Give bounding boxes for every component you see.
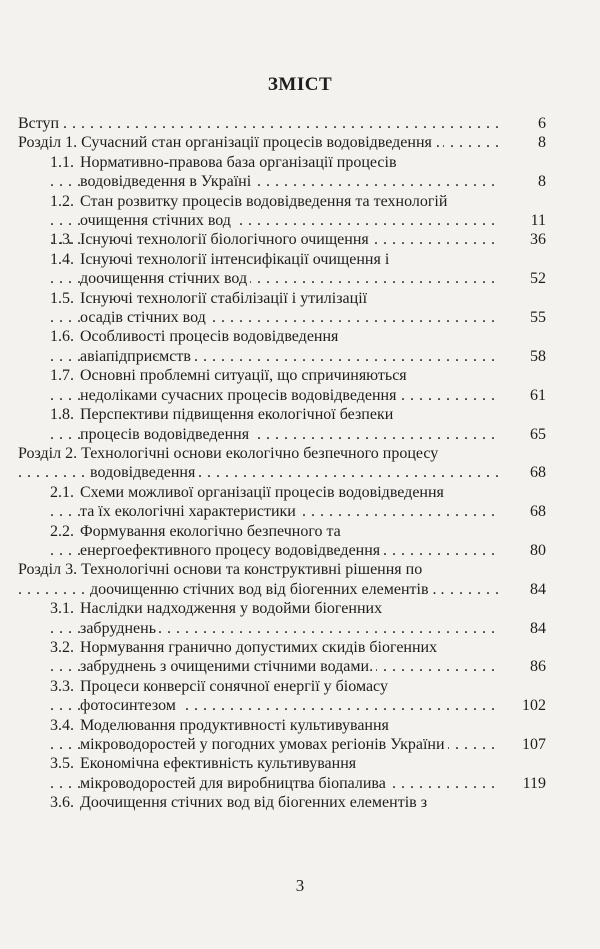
- toc-entry-text: доочищення стічних вод: [80, 270, 250, 287]
- toc-page-number: 84: [506, 580, 546, 599]
- toc-entry: [18, 522, 546, 561]
- toc-entry-number: 1.4.: [50, 250, 74, 268]
- toc-entry-text: Основні проблемні ситуації, що спричиняються: [80, 367, 407, 385]
- toc-entry: [18, 192, 546, 231]
- toc-entry: [18, 754, 546, 793]
- toc-entry-text: Стан розвитку процесів водовідведення та технологій: [80, 192, 448, 210]
- toc-entry: [18, 250, 546, 289]
- toc-entry-text: Існуючі технології інтенсифікації очищення і: [80, 250, 390, 268]
- toc-entry-text: Розділ 2. Технологічні основи екологічно безпечного процесу: [18, 444, 439, 462]
- toc-entry-text: Перспективи підвищення екологічної безпеки: [80, 406, 394, 424]
- toc-entry-text: Розділ 1. Сучасний стан організації процесів водовідведення .: [18, 134, 443, 151]
- toc-entry-number: 1.8.: [50, 406, 74, 424]
- toc-entry: [18, 230, 546, 249]
- toc-entry-text: авіапідприємств: [80, 348, 194, 365]
- toc-page-number: 65: [506, 425, 546, 444]
- toc-page-number: 107: [506, 735, 546, 754]
- toc-entry-number: 1.3.: [50, 231, 74, 249]
- toc-entry-text: процесів водовідведення: [80, 426, 252, 443]
- toc-entry-text: забруднень з очищеними стічними водами.: [80, 658, 376, 675]
- toc-entry: [18, 599, 546, 638]
- toc-entry-text: доочищенню стічних вод від біогенних елементів . .: [90, 581, 448, 598]
- toc-page-number: 119: [506, 774, 546, 793]
- toc-entry: [18, 366, 546, 405]
- toc-entry-text: Особливості процесів водовідведення: [80, 328, 339, 346]
- toc-entry: [18, 133, 546, 152]
- toc-entry-number: 2.1.: [50, 483, 74, 501]
- toc-entry: [18, 483, 546, 522]
- toc-entry-text: Наслідки надходження у водойми біогенних: [80, 600, 383, 618]
- toc-entry-text: мікроводоростей у погодних умовах регіонів України: [80, 736, 448, 753]
- toc-entry-text: Доочищення стічних вод від біогенних елементів з: [80, 794, 428, 812]
- toc-page-number: 52: [506, 269, 546, 288]
- toc-page-number: 55: [506, 308, 546, 327]
- toc-page-number: 61: [506, 386, 546, 405]
- toc-page-number: 102: [506, 696, 546, 715]
- toc-entry-text: Економічна ефективність культивування: [80, 755, 357, 773]
- toc-entry: [18, 677, 546, 716]
- toc-entry: [18, 327, 546, 366]
- toc-entry-text: Схеми можливої організації процесів водовідведення: [80, 483, 444, 501]
- toc-entry: [18, 638, 546, 677]
- toc-entry-text: Існуючі технології біологічного очищення: [80, 231, 372, 248]
- toc-entry-number: 3.4.: [50, 716, 74, 734]
- toc-entry-text: осадів стічних вод: [80, 309, 209, 326]
- toc-entry-text: водовідведення в Україні: [80, 173, 254, 190]
- toc-entry-text: недоліками сучасних процесів водовідведення: [80, 387, 399, 404]
- toc-entry-text: очищення стічних вод: [80, 212, 234, 229]
- toc-entry: [18, 560, 546, 599]
- toc-entry-number: 1.5.: [50, 289, 74, 307]
- toc-entry: [18, 289, 546, 328]
- toc-entry-number: 1.1.: [50, 153, 74, 171]
- page-number: 3: [295, 876, 305, 895]
- toc-page-number: 8: [506, 172, 546, 191]
- toc-entry-number: 1.2.: [50, 192, 74, 210]
- toc-entry-text: Формування екологічно безпечного та: [80, 522, 341, 540]
- toc-entry-number: 1.6.: [50, 328, 74, 346]
- toc-entry-text: забруднень: [80, 620, 159, 637]
- toc-entry-text: водовідведення: [90, 464, 198, 481]
- toc-page-number: 6: [506, 114, 546, 133]
- toc-entry-number: 2.2.: [50, 522, 74, 540]
- toc-entry-number: 3.5.: [50, 755, 74, 773]
- toc-page-number: 8: [506, 133, 546, 152]
- toc-entry: [18, 793, 546, 812]
- toc-entry-text: Нормування гранично допустимих скидів біогенних: [80, 638, 438, 656]
- toc-entry-text: фотосинтезом: [80, 697, 179, 714]
- toc-entry-text: та їх екологічні характеристики: [80, 503, 299, 520]
- toc-entry-text: енергоефективного процесу водовідведення: [80, 542, 383, 559]
- toc-entry-number: 3.3.: [50, 677, 74, 695]
- toc-page-number: 86: [506, 657, 546, 676]
- toc-page-number: 36: [506, 230, 546, 249]
- toc-entry: [18, 114, 546, 133]
- toc-page-number: 84: [506, 619, 546, 638]
- toc-entry-text: Моделювання продуктивності культивування: [80, 716, 389, 734]
- toc-page-number: 68: [506, 463, 546, 482]
- toc-entry-number: 3.6.: [50, 794, 74, 812]
- toc-entry-number: 1.7.: [50, 367, 74, 385]
- toc-page-number: 68: [506, 502, 546, 521]
- toc-entry-text: Розділ 3. Технологічні основи та конструктивні рішення по: [18, 561, 423, 579]
- toc-entry-text: Існуючі технології стабілізації і утилізації: [80, 289, 368, 307]
- toc-entry-number: 3.2.: [50, 638, 74, 656]
- toc-entry-number: 3.1.: [50, 600, 74, 618]
- toc-page-number: 80: [506, 541, 546, 560]
- toc-entry: [18, 716, 546, 755]
- table-of-contents: [18, 114, 546, 813]
- toc-entry-text: мікроводоростей для виробництва біопалива: [80, 775, 389, 792]
- toc-page-number: 11: [506, 211, 546, 230]
- toc-entry: [18, 153, 546, 192]
- toc-entry-text: Вступ: [18, 115, 62, 132]
- toc-page-number: 58: [506, 347, 546, 366]
- toc-entry-text: Нормативно-правова база організації процесів: [80, 153, 397, 171]
- toc-entry-text: Процеси конверсії сонячної енергії у біомасу: [80, 677, 388, 695]
- toc-entry: [18, 405, 546, 444]
- toc-entry: [18, 444, 546, 483]
- page-title: ЗМІСТ: [267, 74, 333, 95]
